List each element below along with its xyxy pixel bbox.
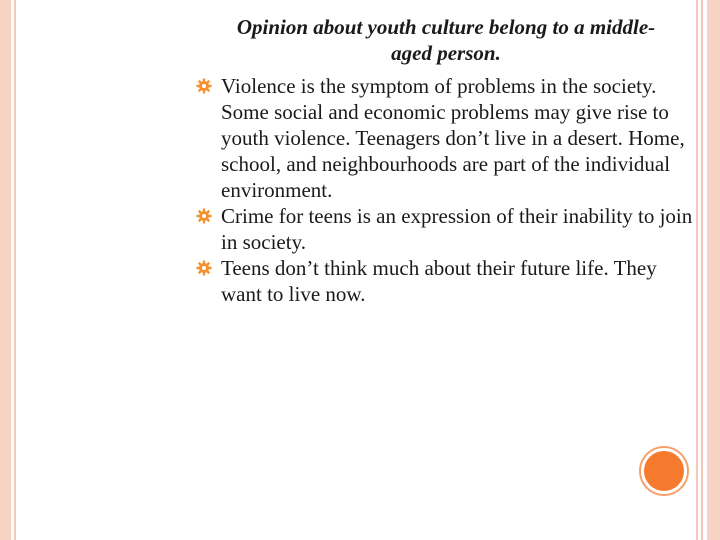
right-border-band [707,0,720,540]
bullet-text: Teens don’t think much about their future life. They want to live now. [221,256,657,306]
bullet-text: Crime for teens is an expression of their inability to join in society. [221,204,693,254]
bullet-item [196,73,696,203]
gear-icon [196,208,212,224]
slide-title-line: aged person. [391,41,501,65]
bullet-text: Violence is the symptom of problems in the society. Some social and economic problems may give rise to youth violence. Teenagers don’t live in a desert. Home, school, and neighbourhoods are part of the individual environment. [221,74,685,202]
bullet-list [196,73,696,307]
slide-title-line: Opinion about youth culture belong to a middle- [236,15,656,39]
right-border-line [701,0,703,540]
accent-circle [641,448,687,494]
slide-title [196,14,696,66]
bullet-item [196,255,696,307]
bullet-item [196,203,696,255]
left-border-band [0,0,11,540]
gear-icon [196,78,212,94]
right-border-line [696,0,698,540]
left-border-line [14,0,16,540]
gear-icon [196,260,212,276]
